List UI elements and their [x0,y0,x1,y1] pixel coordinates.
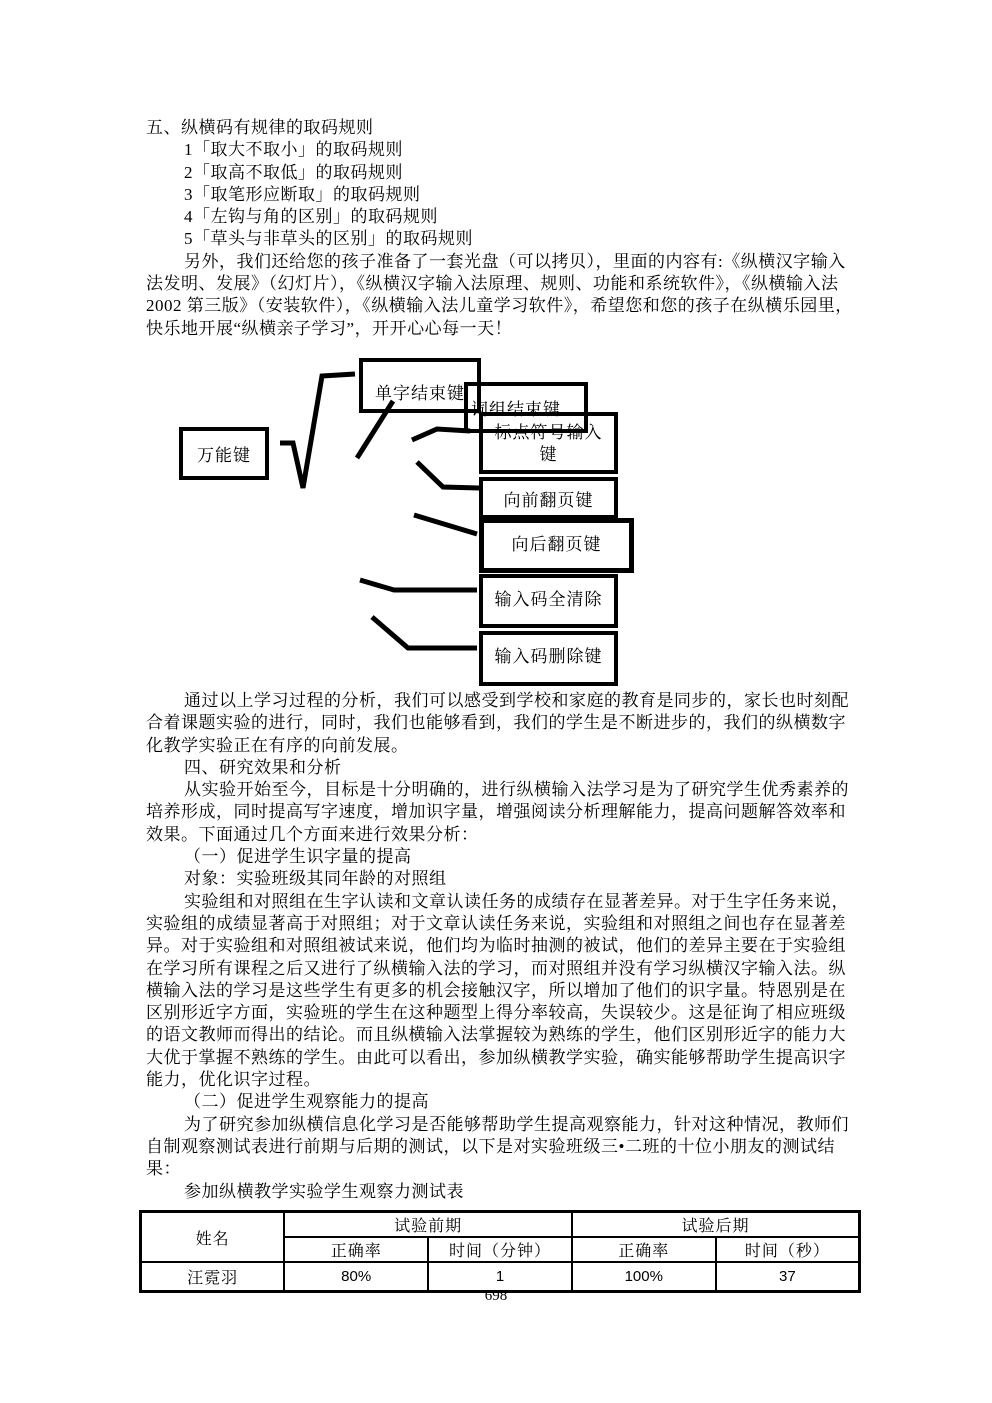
post-time-value: 37 [716,1262,860,1292]
observation-test-table [139,1210,861,1293]
text-line: 四、研究效果和分析 [184,757,342,777]
pre-time-value: 1 [428,1262,572,1292]
text-line: 区别形近字方面，实验班的学生在这种题型上得分率较高，失误较少。这是征询了相应班级 [146,1003,846,1023]
text-line: （一）促进学生识字量的提高 [184,847,412,867]
diagram-box-universal-key [179,427,269,480]
text-line: 能力，优化识字过程。 [146,1070,321,1090]
diagram-label: 词组结束键 [471,400,561,419]
text-line: 参加纵横教学实验学生观察力测试表 [184,1181,464,1201]
text-line: （二）促进学生观察能力的提高 [184,1092,429,1112]
diagram-label: 输入码全清除 [494,590,603,609]
text-line: 1「取大不取小」的取码规则 [184,140,403,160]
pre-accuracy-value: 80% [284,1262,428,1292]
text-line: 5「草头与非草头的区别」的取码规则 [184,229,473,249]
text-line: 为了研究参加纵横信息化学习是否能够帮助学生提高观察能力，针对这种情况，教师们 [184,1114,849,1134]
leader-line-to-page-back-key [414,515,477,534]
diagram-box-delete-input-key [479,631,618,686]
text-line: 效果。下面通过几个方面来进行效果分析： [146,824,479,844]
text-line: 2「取高不取低」的取码规则 [184,162,403,182]
diagram-box-page-back-key [479,518,634,573]
diagram-label: 向前翻页键 [503,490,594,510]
diagram-label: 输入码删除键 [494,647,603,666]
leader-line-to-single-char-end-key [280,374,355,488]
text-line: 的语文教师而得出的结论。而且纵横输入法掌握较为熟练的学生，他们区别形近字的能力大 [146,1025,846,1045]
text-line: 自制观察测试表进行前期与后期的测试，以下是对实验班级三•二班的十位小朋友的测试结 [146,1136,835,1156]
text-line: 培养形成，同时提高写字速度，增加识字量，增强阅读分析理解能力，提高问题解答效率和 [146,802,846,822]
header-post-accuracy-cell: 正确率 [572,1237,716,1262]
text-line: 4「左钩与角的区别」的取码规则 [184,207,438,227]
header-pre-time-cell: 时间（分钟） [428,1237,572,1262]
leader-line-to-punctuation-key [412,429,470,440]
diagram-box-clear-all-input-key [479,574,618,628]
diagram-label: 万能键 [197,446,251,465]
text-line: 果： [146,1159,181,1179]
diagram-label: 单字结束键 [375,384,465,403]
leader-line-to-page-forward-key [417,462,479,488]
text-line: 实验组和对照组在生字认读和文章认读任务的成绩存在显著差异。对于生字任务来说， [184,891,849,911]
text-line: 2002 第三版》（安装软件），《纵横输入法儿童学习软件》，希望您和您的孩子在纵横乐园里， [146,296,853,316]
text-line: 横输入法的学习是这些学生有更多的机会接触汉字，所以增加了他们的识字量。特恩别是在 [146,980,846,1000]
text-line: 3「取笔形应断取」的取码规则 [184,184,421,204]
leader-line-to-delete-key [372,617,477,648]
text-line: 异。对于实验组和对照组被试来说，他们均为临时抽测的被试，他们的差异主要在于实验组 [146,936,846,956]
text-line: 另外，我们还给您的孩子准备了一套光盘（可以拷贝），里面的内容有:《纵横汉字输入 [184,251,846,271]
diagram-box-phrase-end-key [464,382,588,433]
coding-rules-section [146,117,858,340]
text-line: 大优于掌握不熟练的学生。由此可以看出，参加纵横教学实验，确实能够帮助学生提高识字 [146,1047,846,1067]
text-line: 法发明、发展》（幻灯片），《纵横汉字输入法原理、规则、功能和系统软件》，《纵横输入法 [146,274,839,294]
table-header-row-groups [141,1212,860,1238]
text-line: 五、纵横码有规律的取码规则 [146,118,374,137]
diagram-label-line1: 标点符号输入 [494,423,603,442]
header-post-period-cell: 试验后期 [572,1212,860,1238]
text-line: 通过以上学习过程的分析，我们可以感受到学校和家庭的教育是同步的，家长也时刻配 [184,691,849,710]
text-line: 从实验开始至今，目标是十分明确的，进行纵横输入法学习是为了研究学生优秀素养的 [184,780,849,800]
header-pre-period-cell: 试验前期 [284,1212,572,1238]
leader-line-to-clear-all-key [360,580,477,590]
header-post-time-cell: 时间（秒） [716,1237,860,1262]
text-line: 实验组的成绩显著高于对照组；对于文章认读任务来说，实验组和对照组之间也存在显著差 [146,913,846,933]
post-accuracy-value: 100% [572,1262,716,1292]
text-line: 合着课题实验的进行，同时，我们也能够看到，我们的学生是不断进步的，我们的纵横数字 [146,713,846,733]
text-line: 化教学实验正在有序的向前发展。 [146,735,409,755]
text-line: 对象：实验班级其同年龄的对照组 [184,869,447,889]
diagram-label: 向后翻页键 [511,535,602,554]
text-line: 在学习所有课程之后又进行了纵横输入法的学习，而对照组并没有学习纵横汉字输入法。纵 [146,958,846,978]
diagram-box-single-char-end-key [359,358,481,413]
diagram-label-line2: 键 [539,445,558,464]
header-name-cell: 姓名 [141,1212,285,1263]
student-name-cell: 汪霓羽 [141,1262,285,1292]
diagram-box-page-forward-key [479,477,618,519]
analysis-section [146,690,858,1203]
header-pre-accuracy-cell: 正确率 [284,1237,428,1262]
text-line: 快乐地开展“纵横亲子学习”，开开心心每一天！ [146,318,513,338]
page-number: 698 [484,1288,508,1304]
